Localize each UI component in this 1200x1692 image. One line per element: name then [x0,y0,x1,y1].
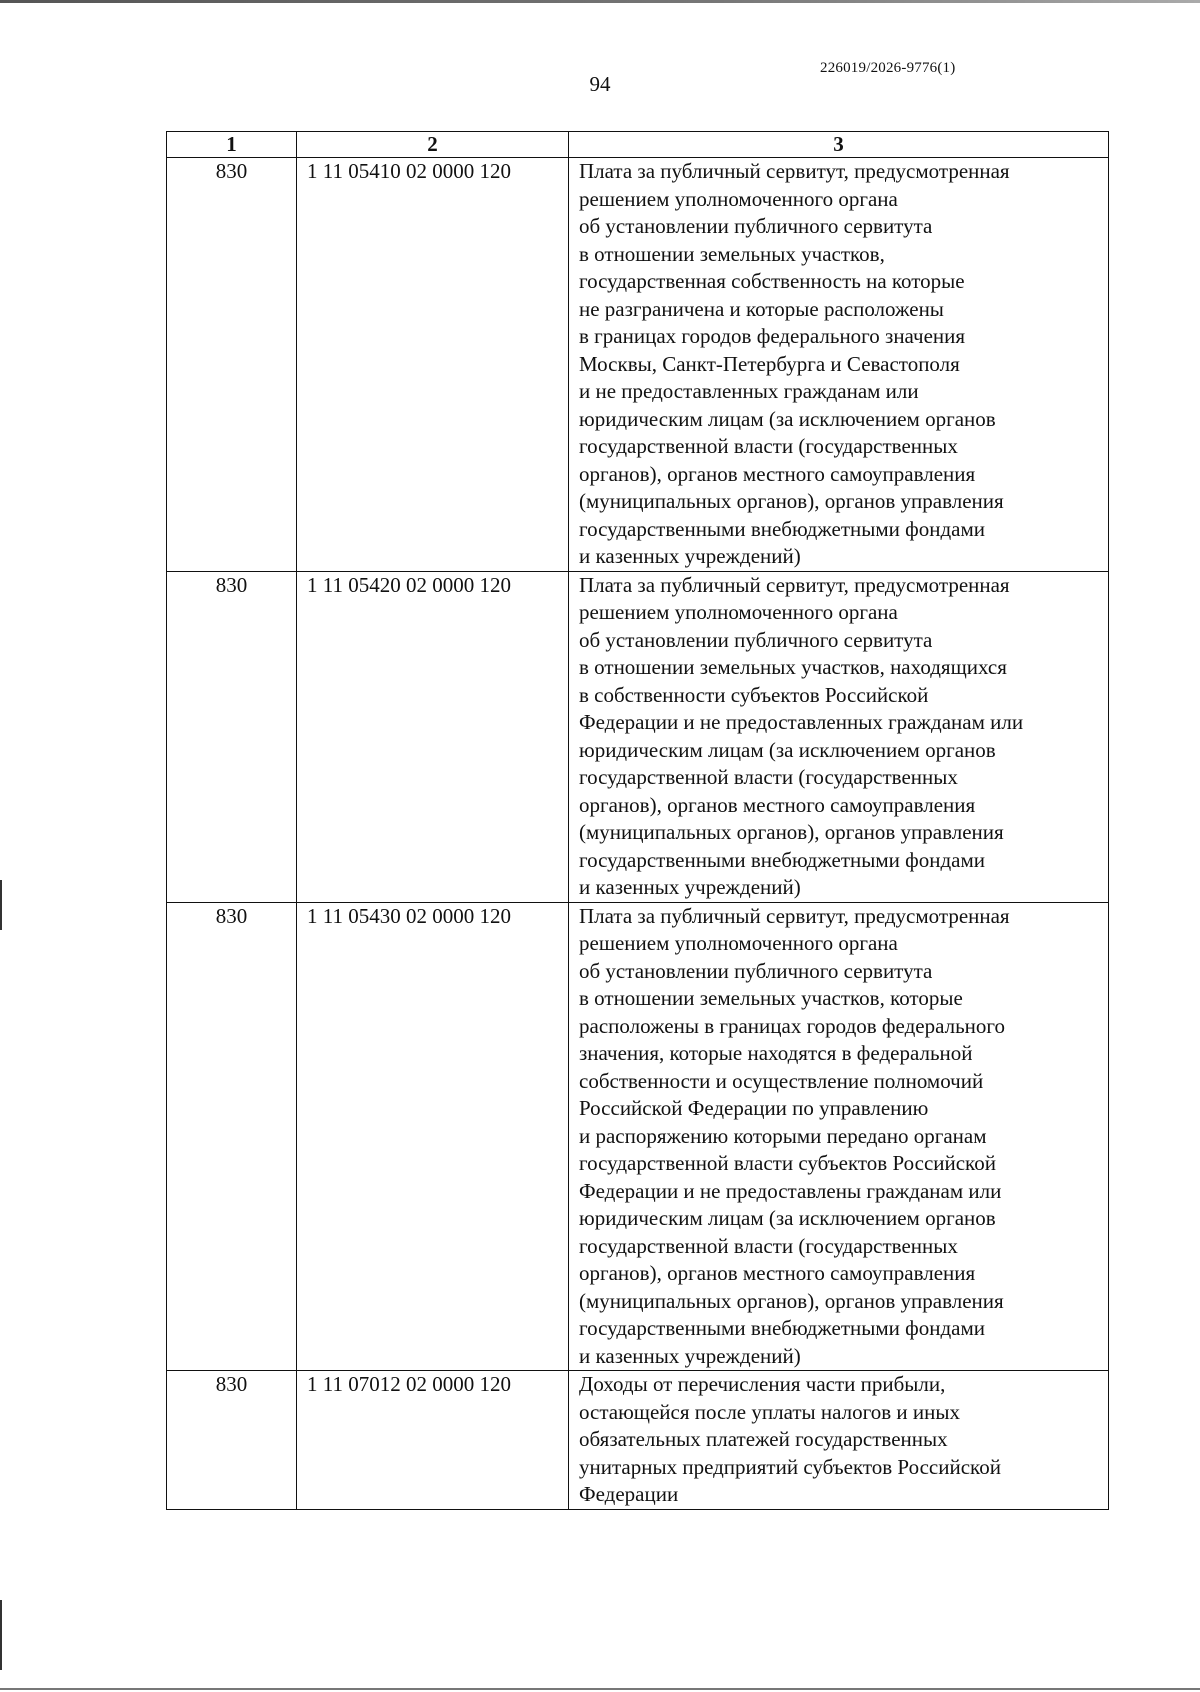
scan-margin-mark [0,1600,2,1670]
description-line: об установлении публичного сервитута [579,958,933,983]
description-line: юридическим лицам (за исключением органов [579,737,996,762]
description-line: Плата за публичный сервитут, предусмотренная [579,903,1010,928]
description-line: об установлении публичного сервитута [579,214,933,238]
description-line: Российской Федерации по управлению [579,1096,929,1120]
description-line: и казенных учреждений) [579,875,801,899]
page-number: 94 [589,72,611,96]
document-id: 226019/2026-9776(1) [820,60,956,76]
description-cell [569,158,1109,572]
table-row [167,571,1109,902]
description-line: и распоряжению которыми передано органам [579,1123,987,1148]
budget-code-cell: 1 11 05430 02 0000 120 [297,902,569,1371]
description-line: в отношении земельных участков, находящихся [579,655,1007,679]
admin-code-cell: 830 [167,158,297,572]
table-row [167,1371,1109,1510]
description-line: и не предоставленных гражданам или [579,379,919,403]
description-cell [569,571,1109,902]
description-line: решением уполномоченного органа [579,186,898,211]
description-line: остающейся после уплаты налогов и иных [579,1399,960,1424]
description-line: государственными внебюджетными фондами [579,847,986,872]
description-line: (муниципальных органов), органов управления [579,820,1004,844]
table-body [167,158,1109,1510]
description-line: органов), органов местного самоуправления [579,1261,976,1285]
description-line: в отношении земельных участков, которые [579,986,963,1010]
scan-bottom-edge [0,1688,1200,1690]
description-line: органов), органов местного самоуправления [579,461,976,486]
income-codes-table [166,131,1109,1510]
description-cell [569,1371,1109,1510]
description-line: (муниципальных органов), органов управления [579,489,1004,513]
description-line: государственными внебюджетными фондами [579,1316,986,1340]
description-line: и казенных учреждений) [579,1343,801,1368]
description-line: Доходы от перечисления части прибыли, [579,1372,946,1396]
description-line: государственная собственность на которые [579,269,965,293]
description-line: государственной власти (государственных [579,434,958,458]
table-header-row [167,132,1109,158]
admin-code-cell: 830 [167,571,297,902]
description-line: государственной власти (государственных [579,1233,958,1258]
description-line: в границах городов федерального значения [579,324,966,348]
description-line: (муниципальных органов), органов управления [579,1288,1004,1313]
description-line: Москвы, Санкт-Петербурга и Севастополя [579,351,960,376]
description-line: Плата за публичный сервитут, предусмотренная [579,572,1010,597]
description-line: Федерации и не предоставленных гражданам или [579,710,1024,734]
description-line: не разграничена и которые расположены [579,296,944,321]
description-line: Федерации и не предоставлены гражданам или [579,1178,1002,1203]
budget-code-cell: 1 11 05420 02 0000 120 [297,571,569,902]
table-row [167,158,1109,572]
description-line: расположены в границах городов федерального [579,1013,1005,1038]
admin-code-cell: 830 [167,902,297,1371]
budget-code-cell: 1 11 07012 02 0000 120 [297,1371,569,1510]
description-line: юридическим лицам (за исключением органов [579,1206,996,1230]
description-line: органов), органов местного самоуправления [579,792,976,817]
description-line: государственной власти (государственных [579,765,958,789]
description-line: Плата за публичный сервитут, предусмотренная [579,159,1010,183]
header-col-3: 3 [569,132,1109,158]
description-line: об установлении публичного сервитута [579,627,933,652]
table-row [167,902,1109,1371]
scan-margin-mark [0,880,2,930]
admin-code-cell: 830 [167,1371,297,1510]
description-line: унитарных предприятий субъектов Российской [579,1454,1001,1479]
description-line: государственными внебюджетными фондами [579,516,986,541]
description-line: Федерации [579,1482,679,1506]
description-line: решением уполномоченного органа [579,600,898,624]
description-line: государственной власти субъектов Российской [579,1151,996,1175]
description-line: юридическим лицам (за исключением органов [579,406,996,431]
header-col-1: 1 [167,132,297,158]
scan-top-edge [0,0,1200,3]
description-line: и казенных учреждений) [579,544,801,568]
budget-code-cell: 1 11 05410 02 0000 120 [297,158,569,572]
description-line: значения, которые находятся в федеральной [579,1041,973,1065]
description-line: в собственности субъектов Российской [579,682,929,707]
description-line: обязательных платежей государственных [579,1427,948,1451]
header-col-2: 2 [297,132,569,158]
description-line: решением уполномоченного органа [579,931,898,955]
description-line: в отношении земельных участков, [579,241,885,266]
description-line: собственности и осуществление полномочий [579,1068,984,1093]
description-cell [569,902,1109,1371]
